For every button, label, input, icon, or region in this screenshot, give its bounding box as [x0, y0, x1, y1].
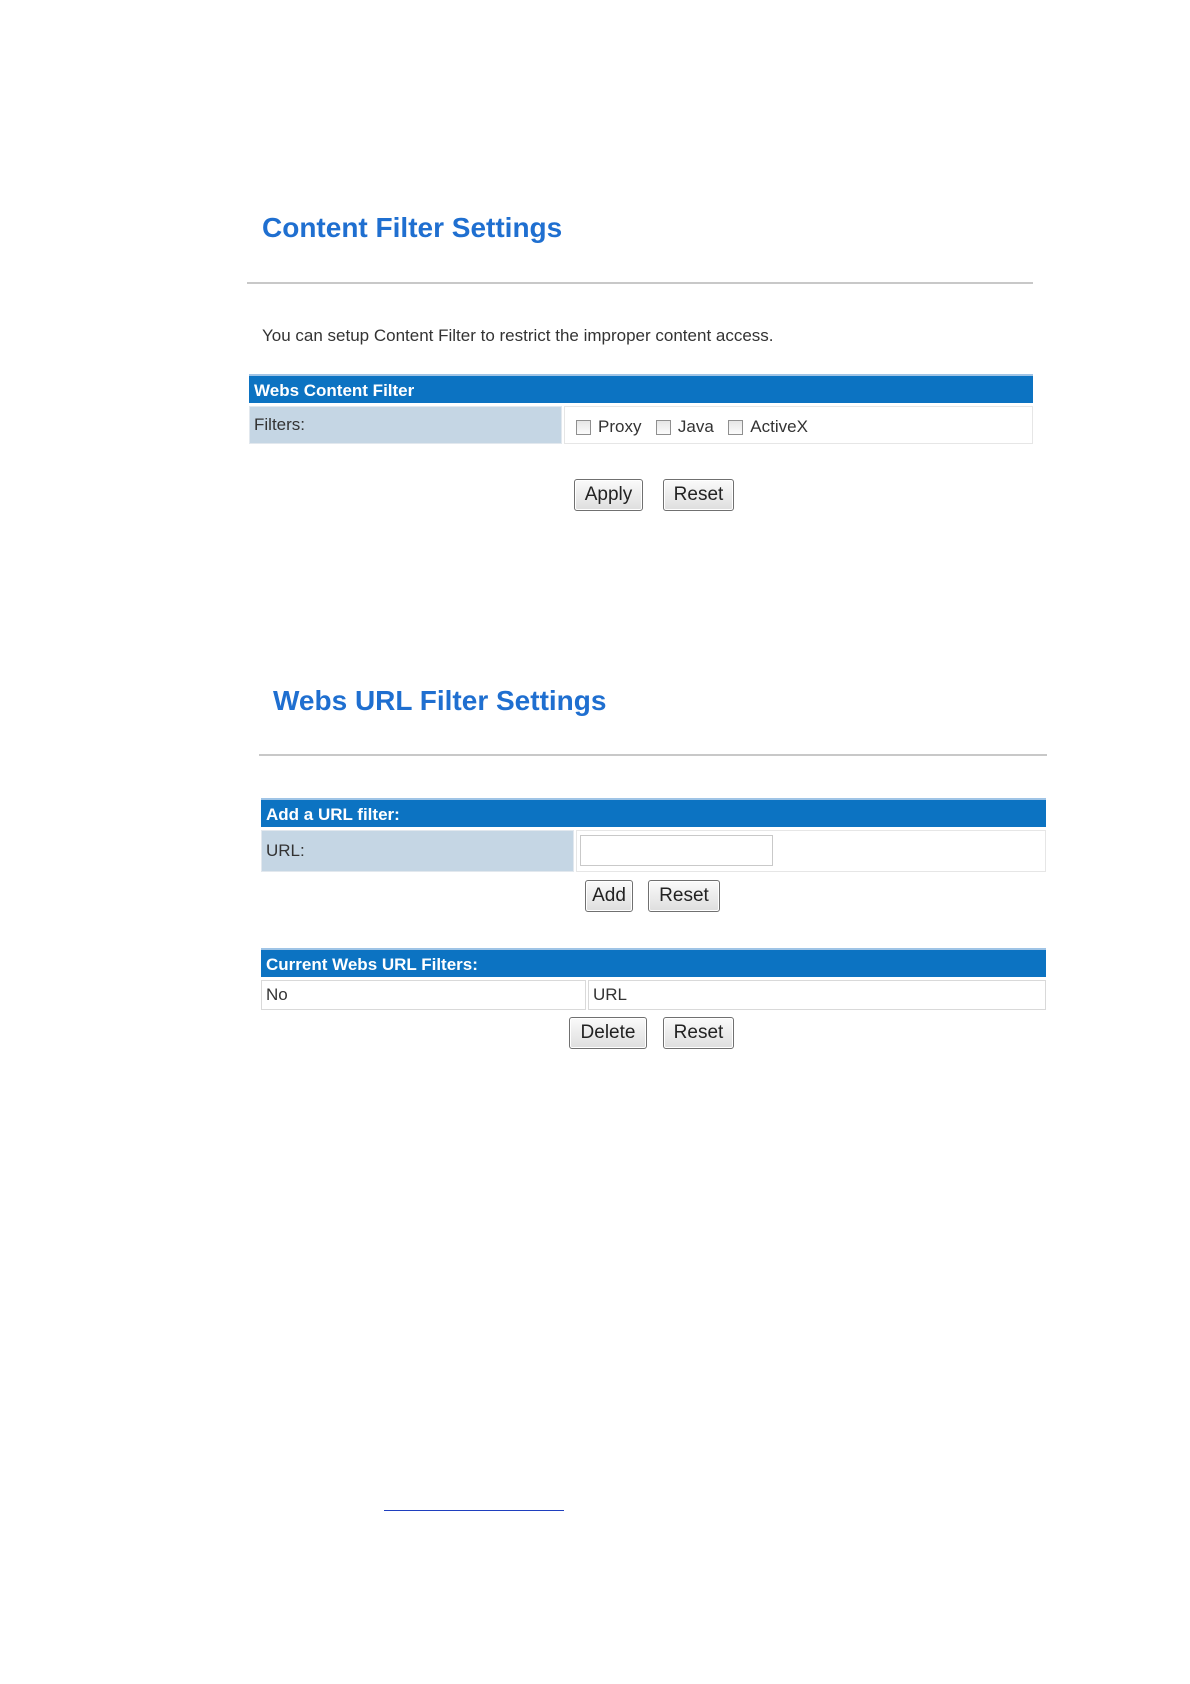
content-filter-title: Content Filter Settings	[262, 212, 563, 243]
url-filter-title: Webs URL Filter Settings	[273, 685, 607, 716]
delete-button[interactable]: Delete	[569, 1017, 647, 1049]
filters-label: Filters:	[249, 406, 562, 444]
url-value-cell	[576, 830, 1046, 872]
url-input[interactable]	[580, 835, 773, 866]
java-checkbox[interactable]	[656, 420, 671, 435]
filters-options	[564, 406, 1033, 444]
url-title-divider	[259, 754, 1047, 756]
url-label: URL:	[261, 830, 574, 872]
add-button[interactable]: Add	[585, 880, 633, 912]
activex-checkbox[interactable]	[728, 420, 743, 435]
add-reset-button[interactable]: Reset	[648, 880, 720, 912]
link-underline	[384, 1510, 564, 1511]
webs-content-filter-header: Webs Content Filter	[249, 374, 1033, 403]
current-url-filters-header: Current Webs URL Filters:	[261, 948, 1046, 977]
apply-button[interactable]: Apply	[574, 479, 643, 511]
proxy-checkbox[interactable]	[576, 420, 591, 435]
content-reset-button[interactable]: Reset	[663, 479, 734, 511]
add-url-filter-header: Add a URL filter:	[261, 798, 1046, 827]
java-label: Java	[677, 417, 714, 436]
column-url: URL	[588, 980, 1046, 1010]
title-divider	[247, 282, 1033, 284]
current-reset-button[interactable]: Reset	[663, 1017, 734, 1049]
content-filter-intro: You can setup Content Filter to restrict the improper content access.	[262, 326, 774, 345]
proxy-label: Proxy	[598, 417, 642, 436]
activex-label: ActiveX	[750, 417, 808, 436]
column-no: No	[261, 980, 586, 1010]
